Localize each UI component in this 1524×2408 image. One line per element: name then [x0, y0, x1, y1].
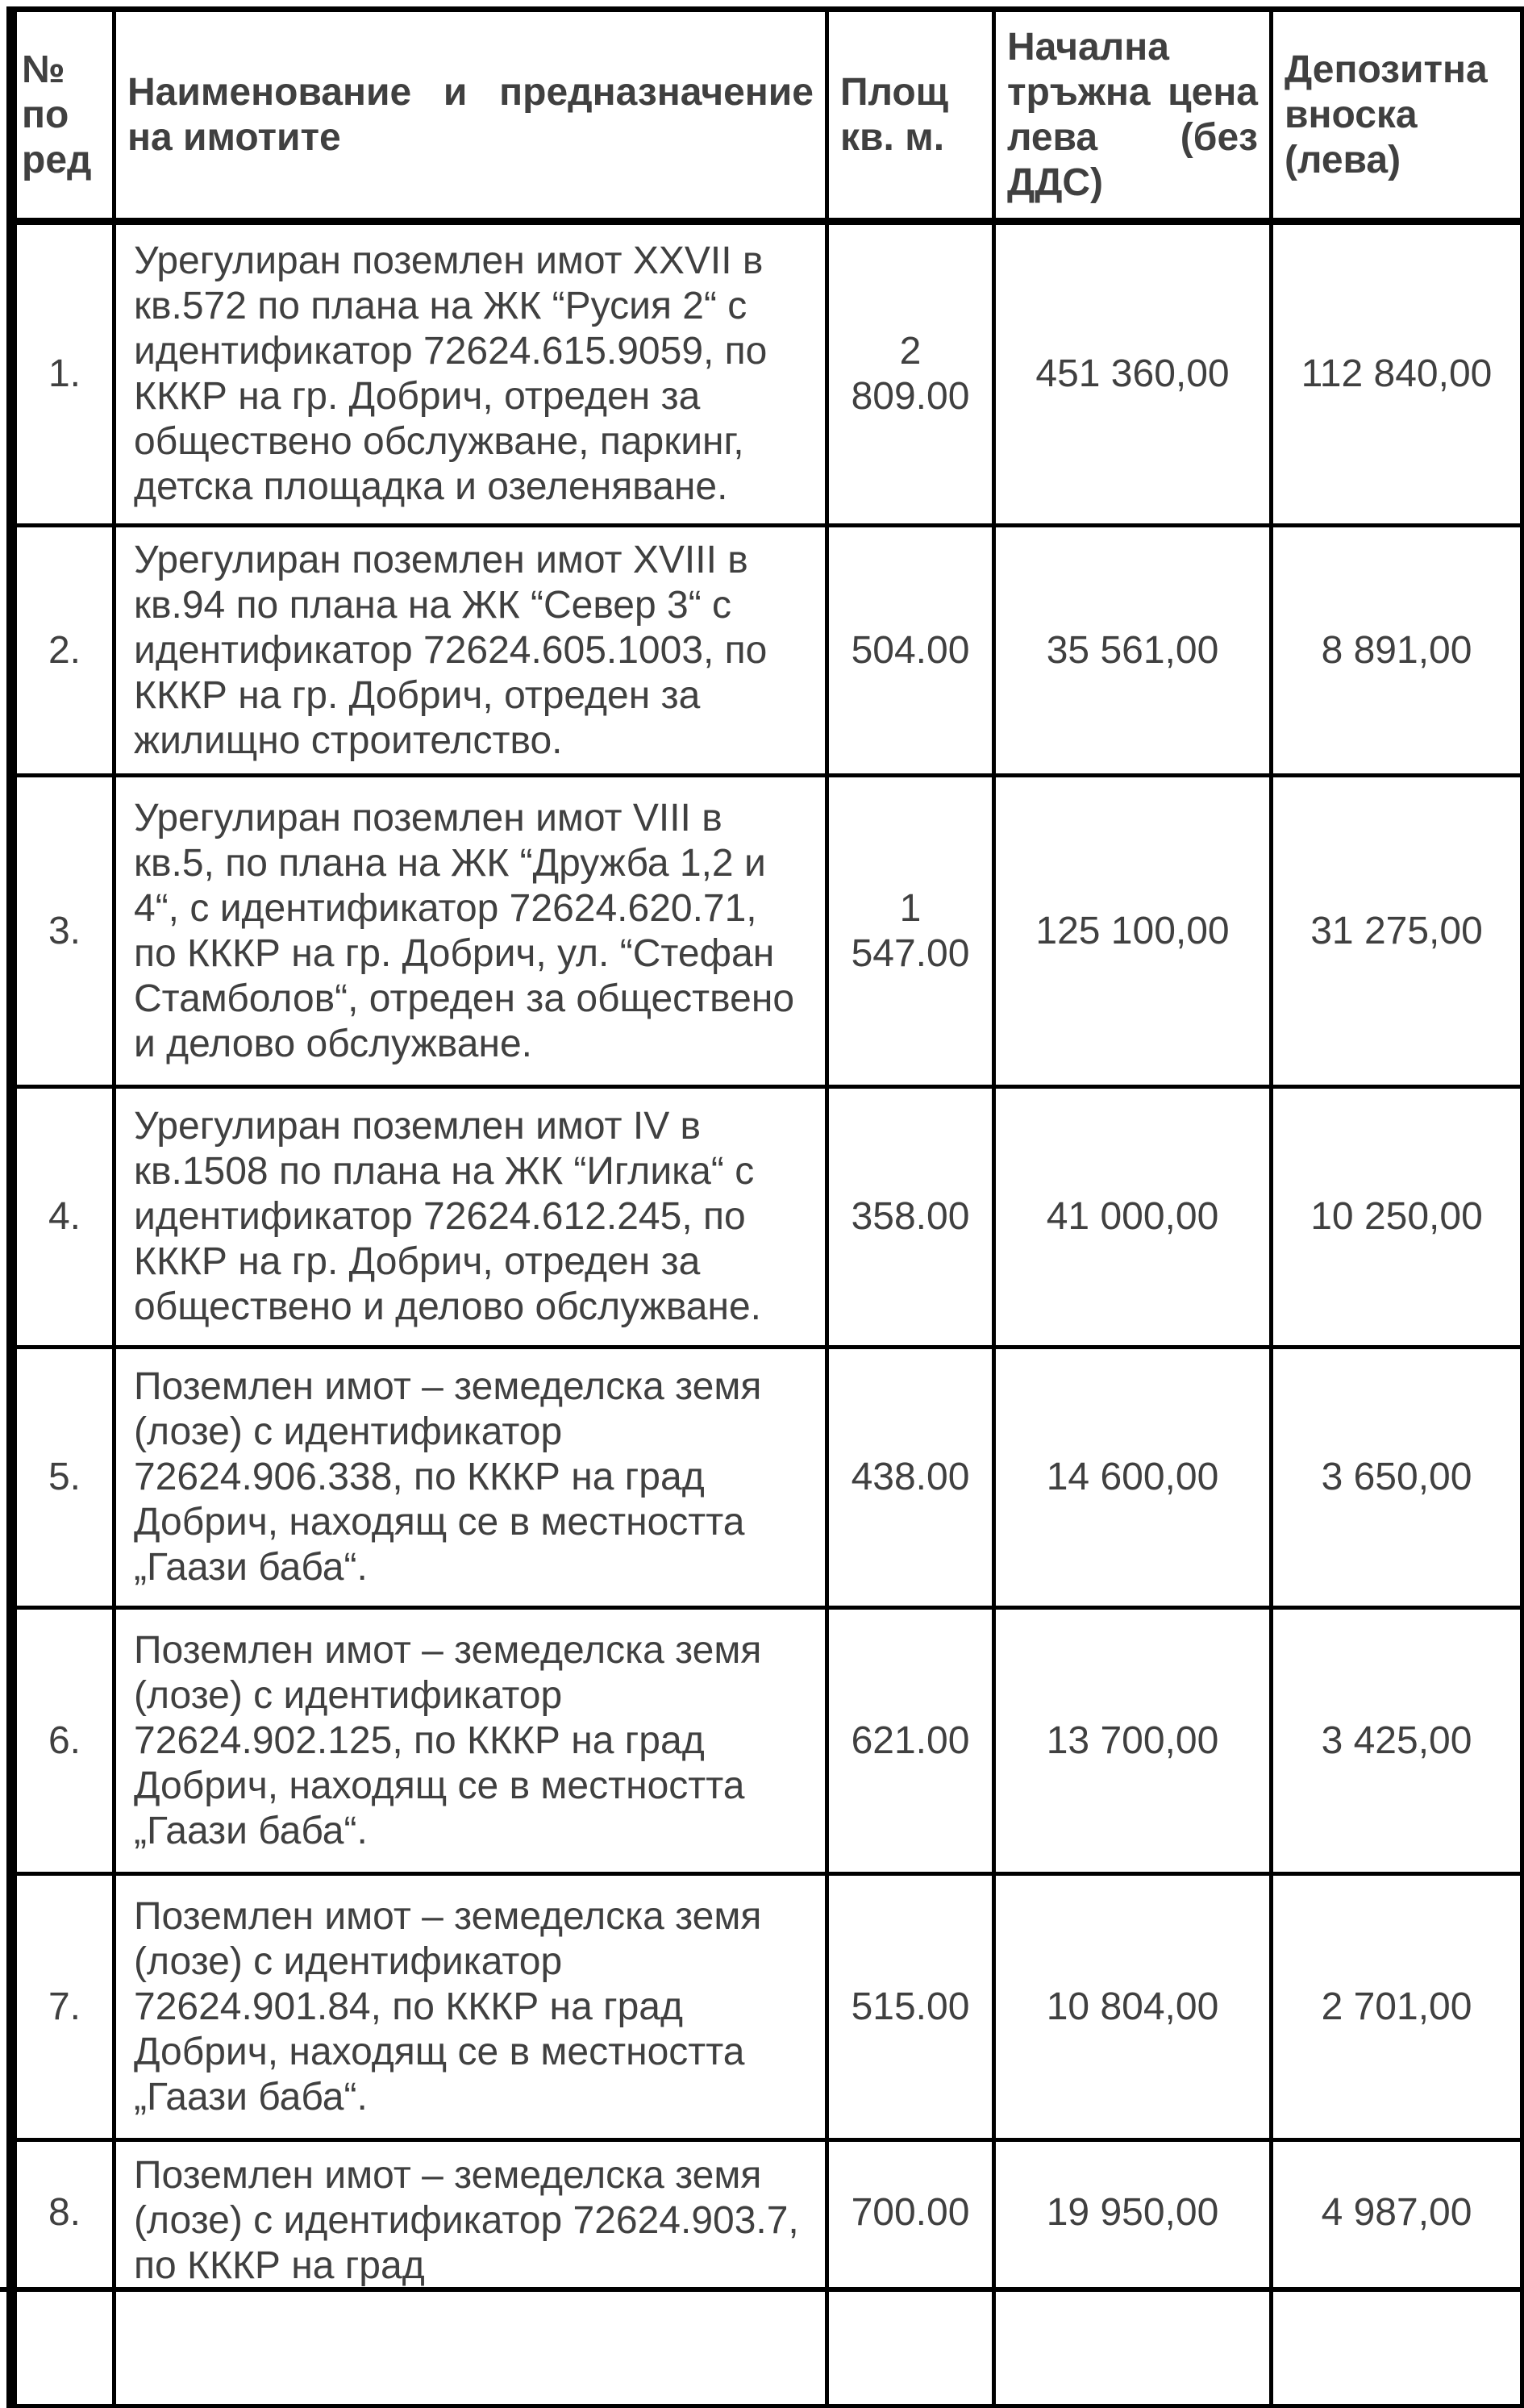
deposit-cell: 2 701,00: [1272, 1874, 1523, 2140]
area-cell: 358.00: [827, 1087, 994, 1348]
area-cell: 1 547.00: [827, 776, 994, 1087]
area-cell: 700.00: [827, 2140, 994, 2406]
price-cell: 451 360,00: [994, 222, 1272, 526]
price-cell: 13 700,00: [994, 1608, 1272, 1874]
table-row: [12, 222, 1523, 526]
price-cell: 10 804,00: [994, 1874, 1272, 2140]
property-description-cell: Поземлен имот – земеделска земя (лозе) с идентификатор 72624.903.7, по КККР на град: [115, 2140, 827, 2406]
deposit-cell: 4 987,00: [1272, 2140, 1523, 2406]
deposit-cell: 31 275,00: [1272, 776, 1523, 1087]
header-area: Площ кв. м.: [827, 10, 994, 222]
property-description-cell: Урегулиран поземлен имот XXVII в кв.572 по плана на ЖК “Русия 2“ с идентификатор 72624.615.9059, по КККР на гр. Добрич, отреден за обществено обслужване, паркинг, детска площадка и озеленяване.: [115, 222, 827, 526]
table-row: [12, 776, 1523, 1087]
price-cell: 125 100,00: [994, 776, 1272, 1087]
header-price: Начална тръжна цена лева (без ДДС): [994, 10, 1272, 222]
deposit-cell: 3 650,00: [1272, 1348, 1523, 1608]
table-row: [12, 1608, 1523, 1874]
deposit-cell: 10 250,00: [1272, 1087, 1523, 1348]
row-number-cell: 5.: [12, 1348, 115, 1608]
row-number-cell: 6.: [12, 1608, 115, 1874]
properties-auction-table: [6, 6, 1524, 2408]
row-number-cell: 1.: [12, 222, 115, 526]
property-description-cell: Урегулиран поземлен имот IV в кв.1508 по плана на ЖК “Иглика“ с идентификатор 72624.612.245, по КККР на гр. Добрич, отреден за обществено и делово обслужване.: [115, 1087, 827, 1348]
price-cell: 14 600,00: [994, 1348, 1272, 1608]
area-cell: 2 809.00: [827, 222, 994, 526]
price-cell: 41 000,00: [994, 1087, 1272, 1348]
price-cell: 35 561,00: [994, 526, 1272, 776]
deposit-cell: 3 425,00: [1272, 1608, 1523, 1874]
row-number-cell: 4.: [12, 1087, 115, 1348]
table-row: [12, 1874, 1523, 2140]
table-row: [12, 1348, 1523, 1608]
deposit-cell: 8 891,00: [1272, 526, 1523, 776]
table-row: [12, 526, 1523, 776]
property-description-cell: Поземлен имот – земеделска земя (лозе) с идентификатор 72624.901.84, по КККР на град Добрич, находящ се в местността „Гаази баба“.: [115, 1874, 827, 2140]
deposit-cell: 112 840,00: [1272, 222, 1523, 526]
table-row: [12, 1087, 1523, 1348]
area-cell: 504.00: [827, 526, 994, 776]
price-cell: 19 950,00: [994, 2140, 1272, 2406]
area-cell: 621.00: [827, 1608, 994, 1874]
property-description-cell: Поземлен имот – земеделска земя (лозе) с идентификатор 72624.902.125, по КККР на град Добрич, находящ се в местността „Гаази баба“.: [115, 1608, 827, 1874]
page-bottom-crop-line: [0, 2287, 1524, 2292]
property-description-cell: Поземлен имот – земеделска земя (лозе) с идентификатор 72624.906.338, по КККР на град Добрич, находящ се в местността „Гаази баба“.: [115, 1348, 827, 1608]
property-description-cell: Урегулиран поземлен имот XVIII в кв.94 по плана на ЖК “Север 3“ с идентификатор 72624.605.1003, по КККР на гр. Добрич, отреден за жилищно строителство.: [115, 526, 827, 776]
table-row: [12, 2140, 1523, 2406]
property-description-cell: Урегулиран поземлен имот VIII в кв.5, по плана на ЖК “Дружба 1,2 и 4“, с идентификатор 72624.620.71, по КККР на гр. Добрич, ул. “Стефан Стамболов“, отреден за обществено и делово обслужване.: [115, 776, 827, 1087]
header-deposit: Депозитна вноска (лева): [1272, 10, 1523, 222]
row-number-cell: 2.: [12, 526, 115, 776]
table-header-row: [12, 10, 1523, 222]
row-number-cell: 7.: [12, 1874, 115, 2140]
header-property-name: Наименование и предназначение на имотите: [115, 10, 827, 222]
header-row-number: № по ред: [12, 10, 115, 222]
area-cell: 438.00: [827, 1348, 994, 1608]
row-number-cell: 8.: [12, 2140, 115, 2406]
row-number-cell: 3.: [12, 776, 115, 1087]
area-cell: 515.00: [827, 1874, 994, 2140]
